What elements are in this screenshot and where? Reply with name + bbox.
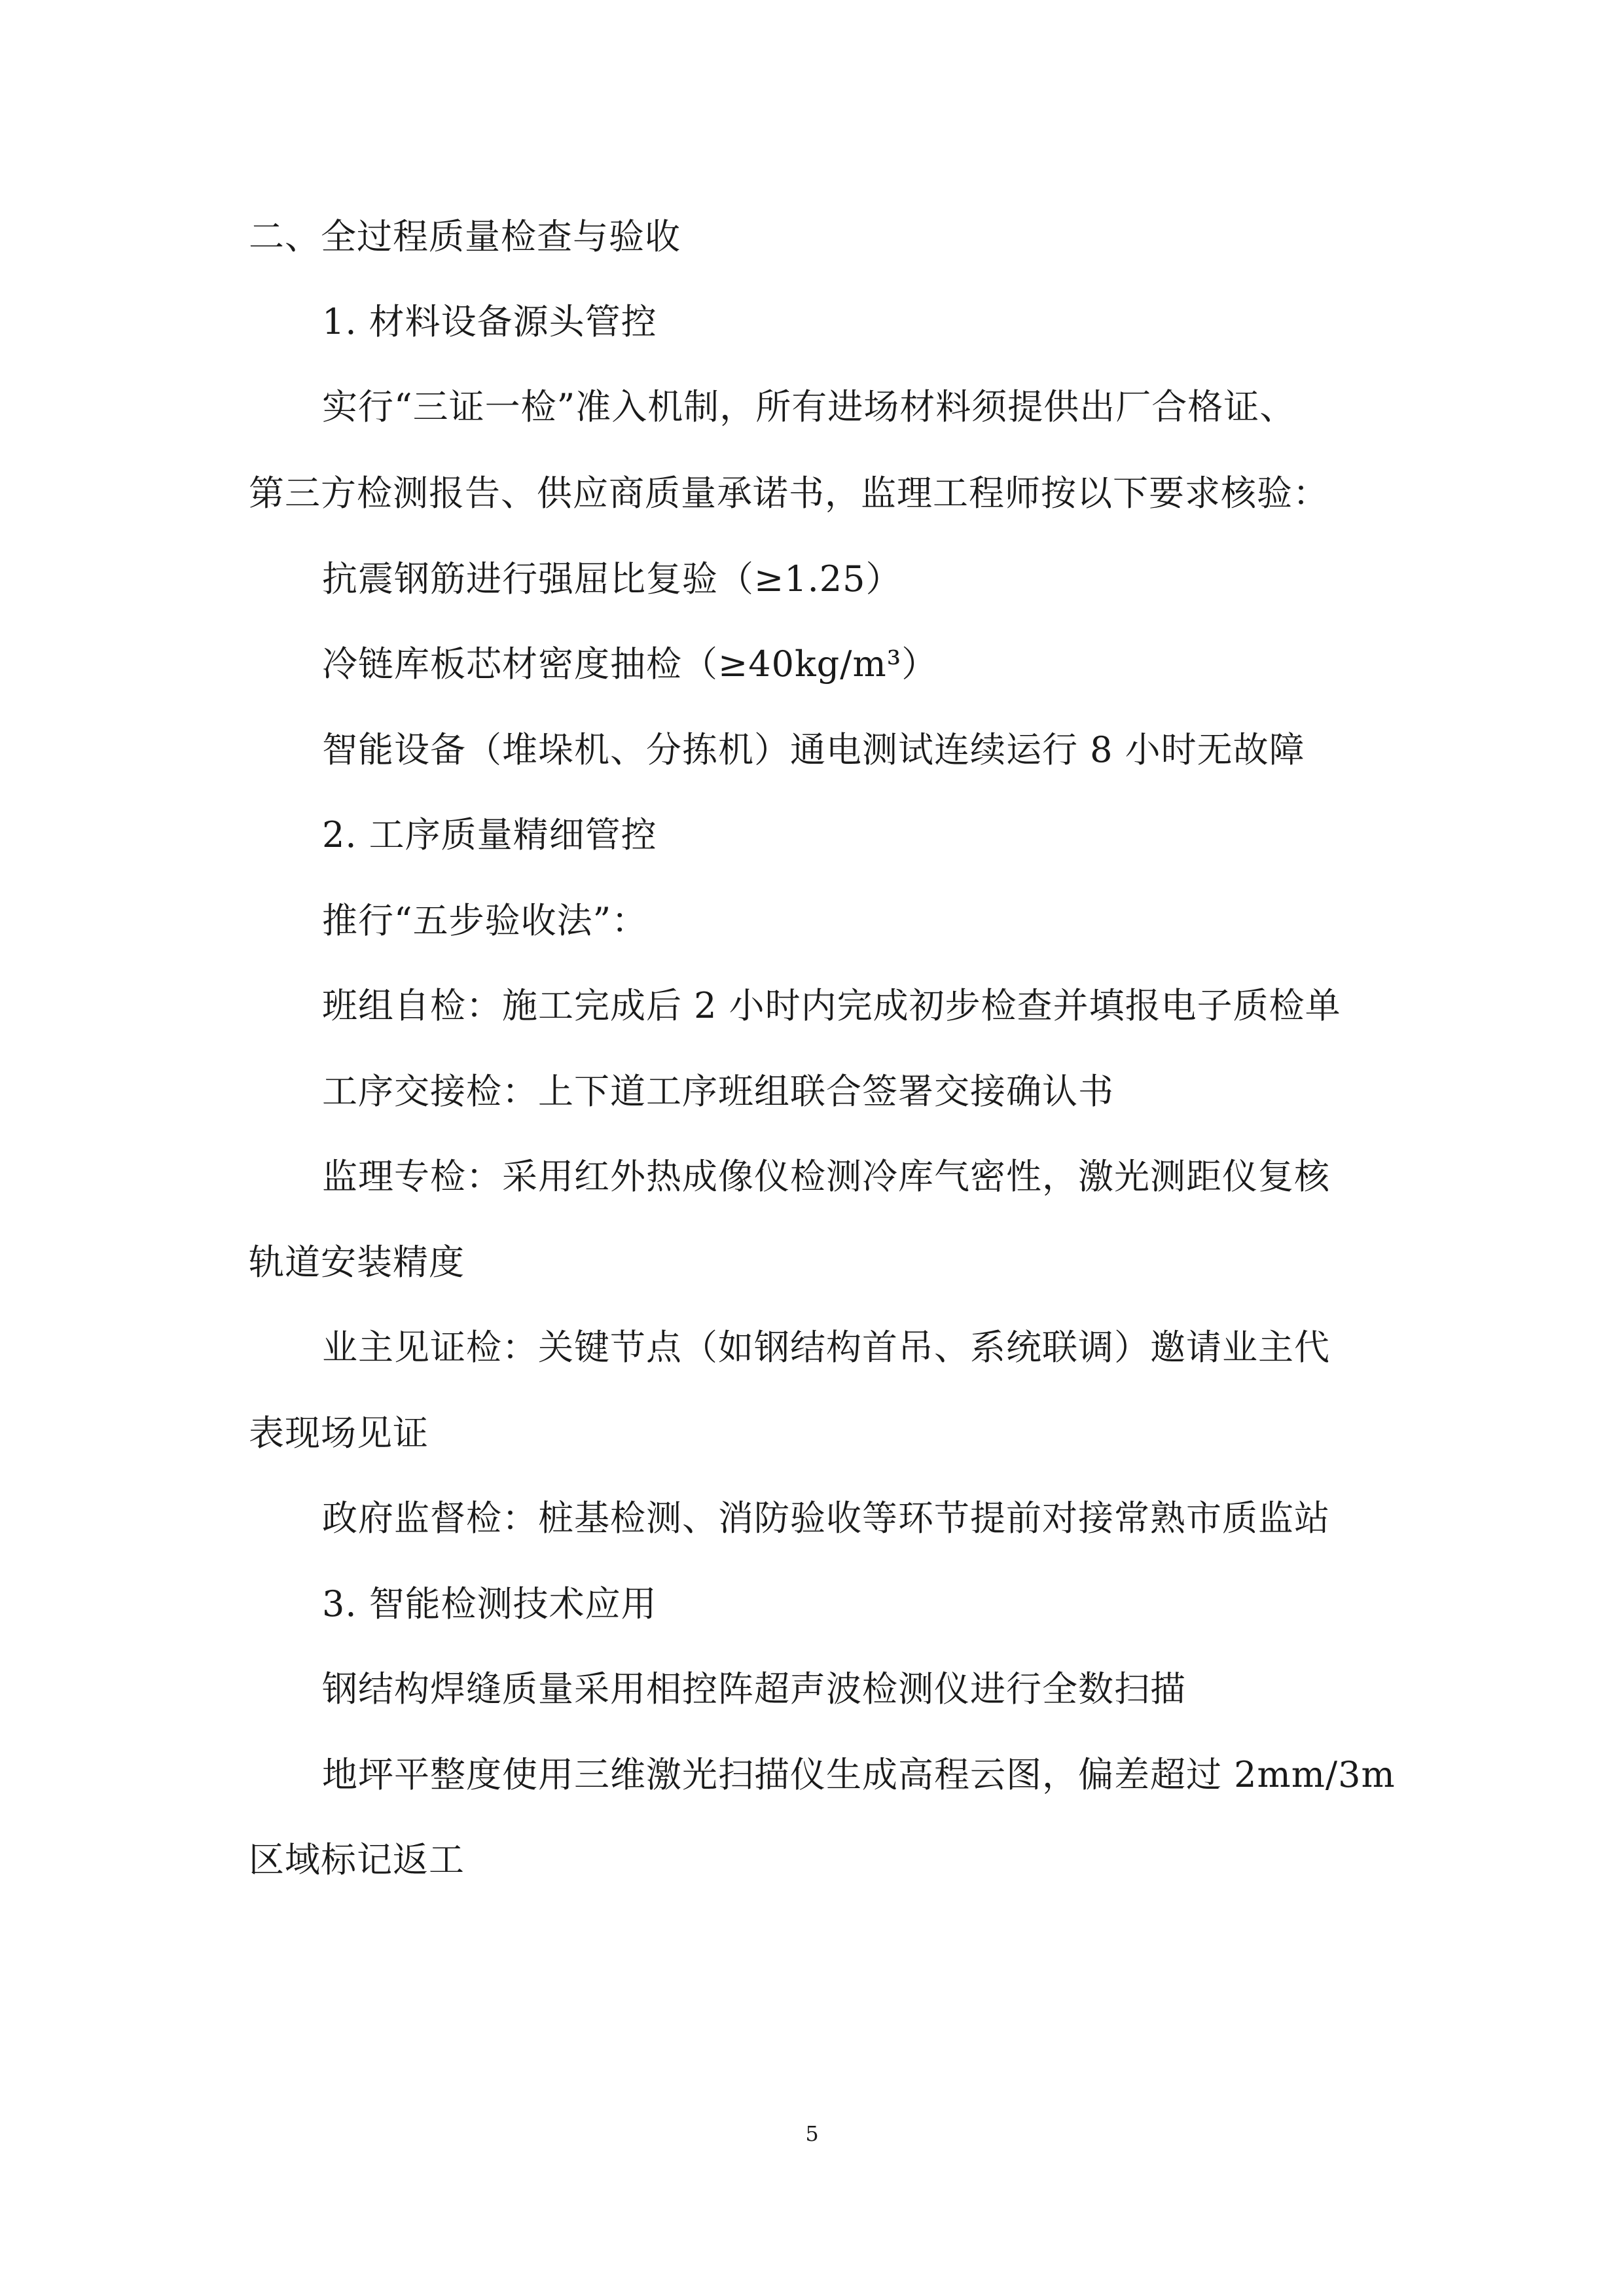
page-number: 5 bbox=[805, 2121, 819, 2146]
acceptance-step: 工序交接检：上下道工序班组联合签署交接确认书 bbox=[322, 1071, 1114, 1112]
subsection-heading-process: 2. 工序质量精细管控 bbox=[322, 814, 657, 855]
paragraph-line: 推行“五步验收法”： bbox=[322, 900, 648, 941]
requirement-item: 智能设备（堆垛机、分拣机）通电测试连续运行 8 小时无故障 bbox=[322, 729, 1305, 770]
acceptance-step-continued: 表现场见证 bbox=[249, 1412, 429, 1454]
subsection-heading-materials: 1. 材料设备源头管控 bbox=[322, 301, 657, 342]
acceptance-step: 班组自检：施工完成后 2 小时内完成初步检查并填报电子质检单 bbox=[322, 985, 1341, 1026]
section-heading: 二、全过程质量检查与验收 bbox=[249, 216, 681, 257]
requirement-item: 抗震钢筋进行强屈比复验（≥1.25） bbox=[322, 558, 902, 600]
paragraph-line: 实行“三证一检”准入机制，所有进场材料须提供出厂合格证、 bbox=[322, 386, 1296, 427]
acceptance-step: 政府监督检：桩基检测、消防验收等环节提前对接常熟市质监站 bbox=[322, 1498, 1330, 1539]
requirement-item: 冷链库板芯材密度抽检（≥40kg/m³） bbox=[322, 643, 938, 685]
subsection-heading-smart-inspection: 3. 智能检测技术应用 bbox=[322, 1583, 657, 1624]
technology-item-continued: 区域标记返工 bbox=[249, 1839, 465, 1880]
acceptance-step: 监理专检：采用红外热成像仪检测冷库气密性，激光测距仪复核 bbox=[322, 1156, 1330, 1197]
technology-item: 钢结构焊缝质量采用相控阵超声波检测仪进行全数扫描 bbox=[322, 1668, 1186, 1710]
paragraph-line: 第三方检测报告、供应商质量承诺书，监理工程师按以下要求核验： bbox=[249, 473, 1329, 514]
technology-item: 地坪平整度使用三维激光扫描仪生成高程云图，偏差超过 2mm/3m bbox=[322, 1754, 1396, 1795]
acceptance-step: 业主见证检：关键节点（如钢结构首吊、系统联调）邀请业主代 bbox=[322, 1327, 1330, 1368]
acceptance-step-continued: 轨道安装精度 bbox=[249, 1242, 465, 1283]
